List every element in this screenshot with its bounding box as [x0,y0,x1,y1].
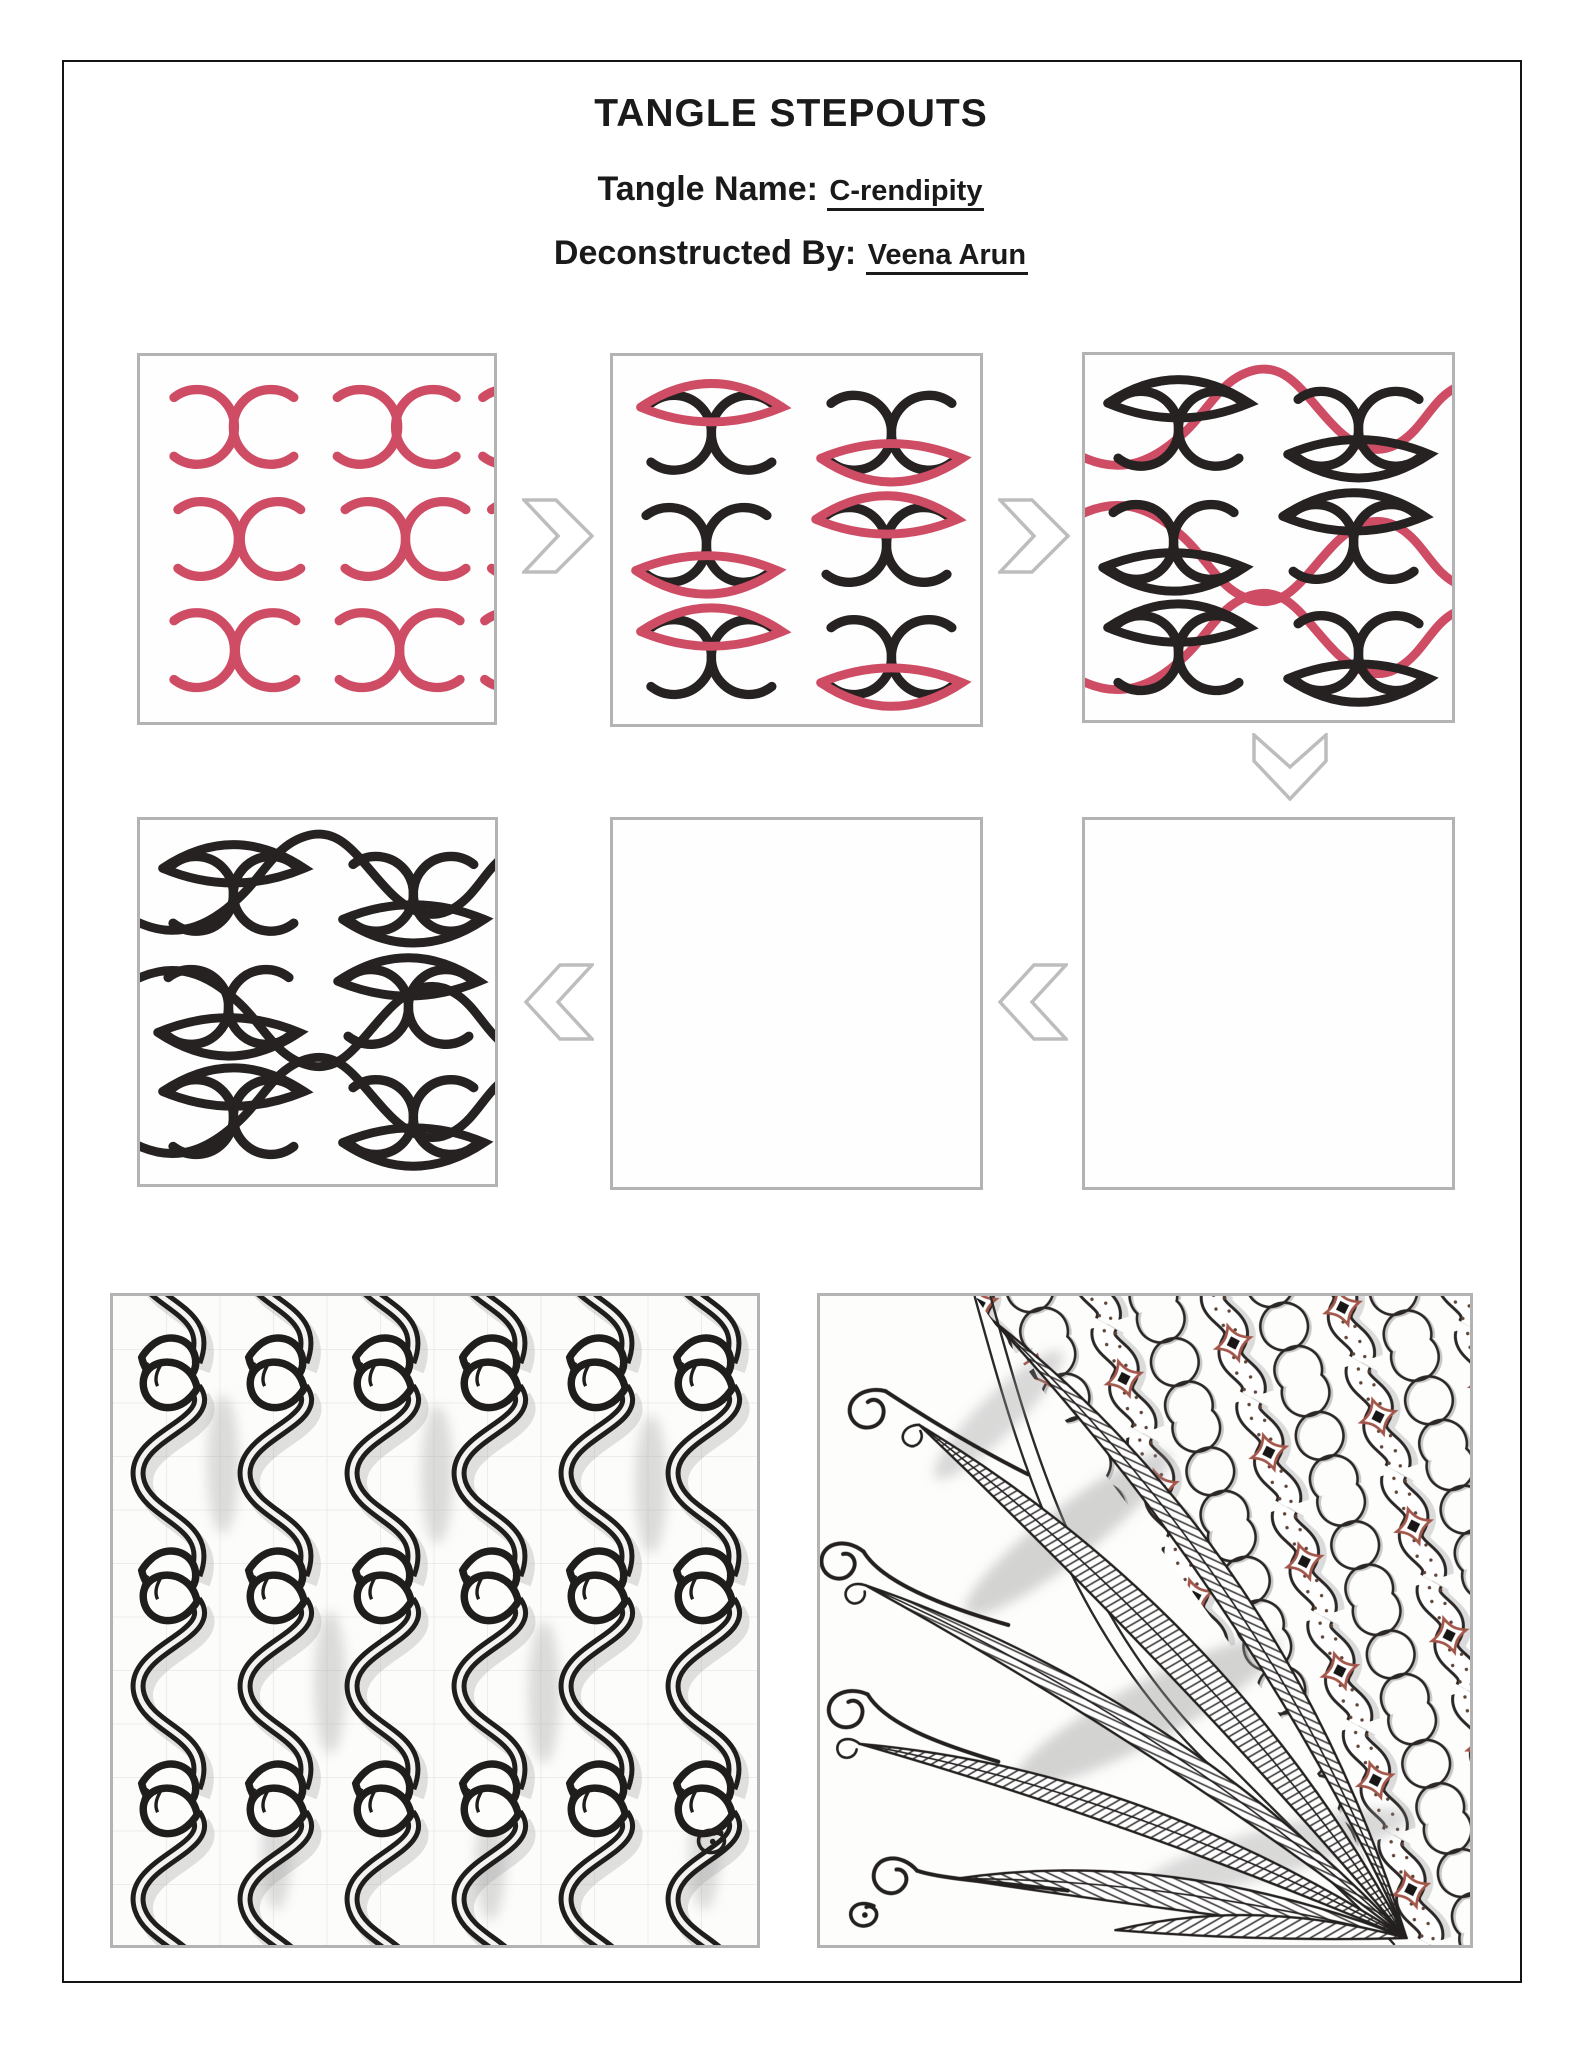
step-6-drawing [140,820,495,1184]
composition-drawing [820,1296,1470,1945]
step-box-6 [137,817,498,1187]
example-artwork-composition [817,1293,1473,1948]
page-title: TANGLE STEPOUTS [594,92,988,135]
monotangle-drawing [113,1296,757,1945]
step-box-3 [1082,352,1455,723]
step-2-drawing [613,356,980,724]
arrow-left-icon [524,963,594,1041]
step-3-drawing [1085,355,1452,720]
tangle-name-label: Tangle Name: [597,170,818,208]
tangle-name-line [0,170,1582,209]
arrow-right-icon [522,498,594,574]
tangle-name-value: C-rendipity [827,175,984,211]
step-box-4-empty [1082,817,1455,1190]
step-box-2 [610,353,983,727]
step-1-drawing [140,356,494,722]
arrow-right-icon [998,498,1070,574]
step-box-5-empty [610,817,983,1190]
arrow-down-icon [1252,733,1328,801]
deconstructed-by-line [0,234,1582,273]
step-box-1 [137,353,497,725]
arrow-left-icon [998,963,1068,1041]
deconstructed-by-value: Veena Arun [866,239,1028,275]
deconstructed-by-label: Deconstructed By: [553,234,857,272]
example-artwork-monotangle [110,1293,760,1948]
